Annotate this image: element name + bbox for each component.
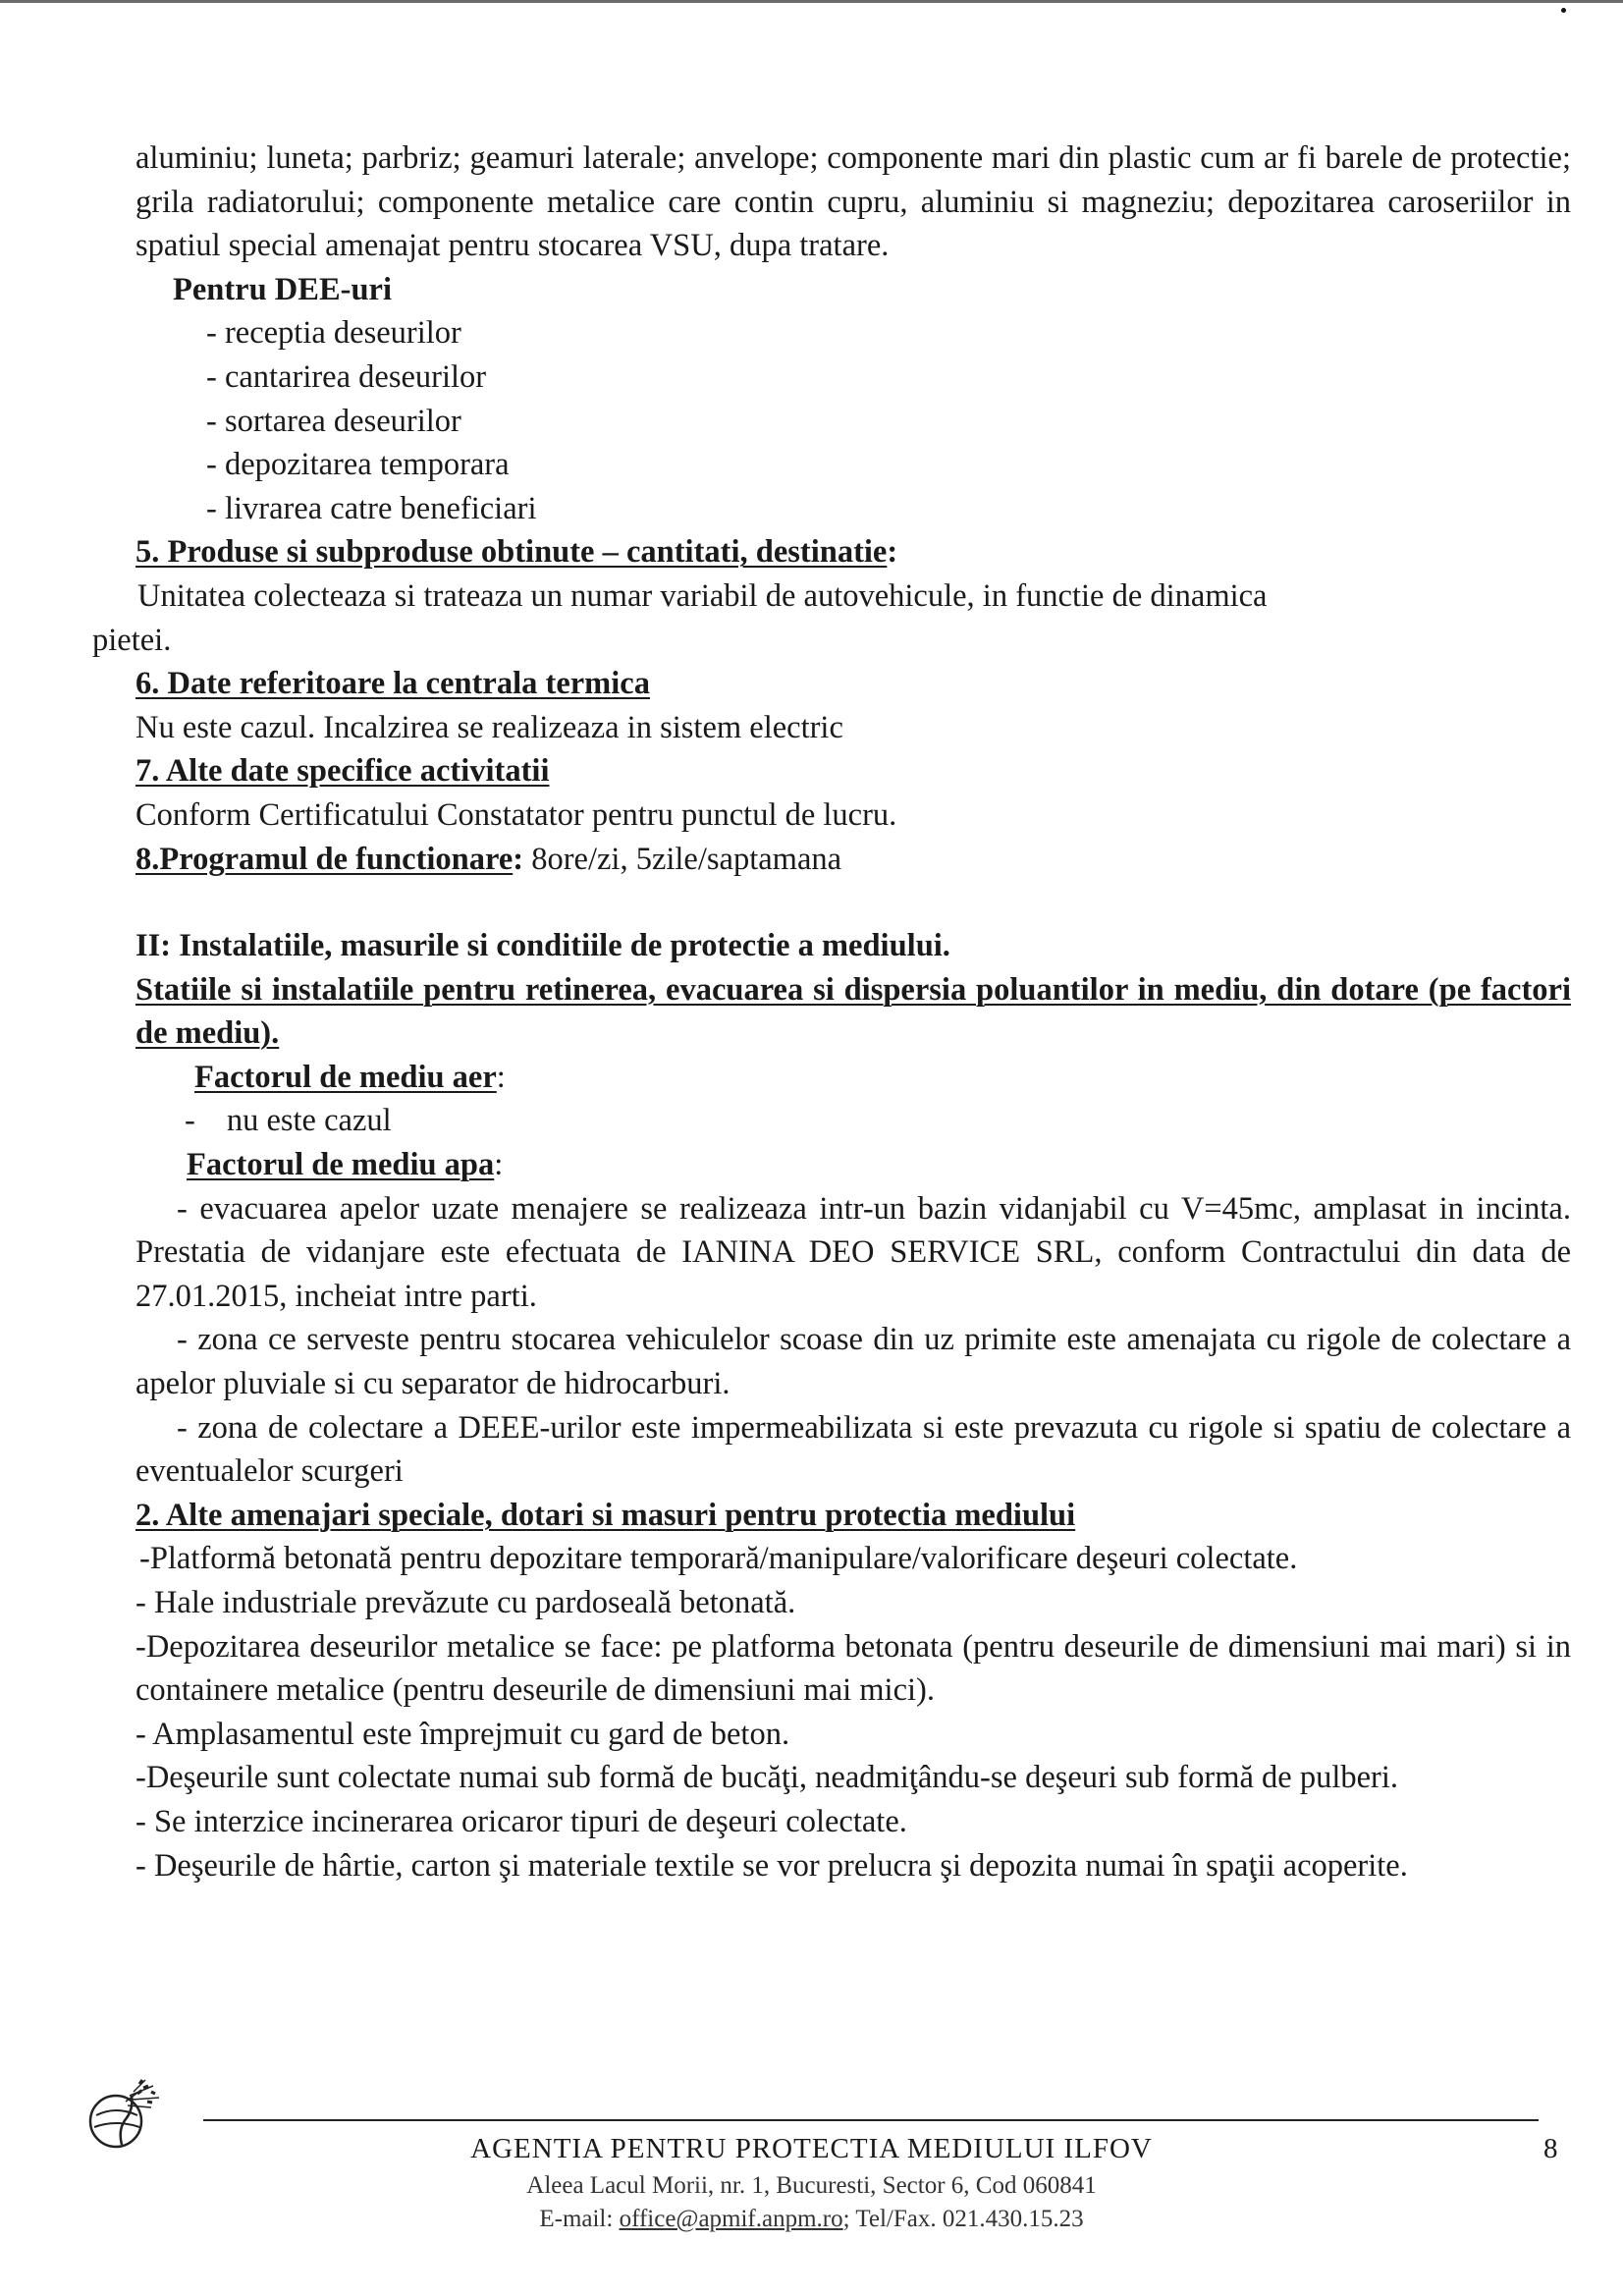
aer-colon: :	[496, 1059, 506, 1095]
section-5-colon: :	[887, 534, 898, 571]
blank-line	[135, 881, 1571, 924]
footer-address: Aleea Lacul Morii, nr. 1, Bucuresti, Sector 6, Cod 060841	[526, 2172, 1097, 2199]
dee-item: - cantarirea deseurilor	[206, 358, 487, 395]
section-5-text-cont: pietei.	[92, 622, 172, 658]
aer-item-dash: -	[185, 1103, 195, 1139]
apa-heading: Factorul de mediu apa	[187, 1147, 495, 1183]
section-7-text: Conform Certificatului Constatator pentru punctul de lucru.	[135, 796, 897, 833]
section-2-item: -Deşeurile sunt colectate numai sub formă de bucăţi, neadmiţându-se deşeuri sub formă de pulberi.	[135, 1760, 1399, 1796]
chapter-ii-heading: II: Instalatiile, masurile si conditiile de protectie a mediului.	[135, 928, 950, 964]
aer-item-text: nu este cazul	[226, 1103, 392, 1139]
dee-item: - receptia deseurilor	[206, 315, 461, 352]
footer-phone: ; Tel/Fax. 021.430.15.23	[842, 2206, 1084, 2232]
aer-item	[135, 1099, 1571, 1143]
section-8-heading: 8.Programul de functionare	[135, 841, 514, 877]
section-2-list	[135, 1537, 1571, 1887]
section-8-line	[135, 838, 1571, 882]
page-footer	[0, 2072, 1623, 2296]
paragraph-continuation: aluminiu; luneta; parbriz; geamuri laterale; anvelope; componente mari din plastic cum ar fi barele de protectie; grila radiatorului; componente metalice care contin cupru, aluminiu si magneziu; depozitarea caroseriilor in spatiul special amenajat pentru stocarea VSU, dupa tratare.	[135, 140, 1571, 264]
apa-heading-line	[135, 1143, 1571, 1187]
footer-email-link[interactable]: office@apmif.anpm.ro	[619, 2206, 843, 2232]
section-5-title: 5. Produse si subproduse obtinute – cantitati, destinatie	[135, 534, 888, 571]
scan-top-edge	[0, 0, 1623, 3]
section-2-item: - Hale industriale prevăzute cu pardoseală betonată.	[135, 1585, 796, 1620]
apa-paragraph-1: - evacuarea apelor uzate menajere se realizeaza intr-un bazin vidanjabil cu V=45mc, amplasat in incinta. Prestatia de vidanjare este efectuata de IANINA DEO SERVICE SRL, conform Contractului din data de 27.01.2015, incheiat intre parti.	[135, 1190, 1571, 1314]
section-2-heading: 2. Alte amenajari speciale, dotari si masuri pentru protectia mediului	[135, 1497, 1076, 1533]
section-2-item: - Amplasamentul este împrejmuit cu gard de beton.	[135, 1716, 790, 1752]
section-2-item: - Deşeurile de hârtie, carton şi materiale textile se vor prelucra şi depozita numai în spaţii acoperite.	[135, 1847, 1408, 1884]
dee-item: - sortarea deseurilor	[206, 403, 461, 439]
aer-heading: Factorul de mediu aer	[194, 1059, 497, 1095]
dee-heading: Pentru DEE-uri	[173, 271, 392, 307]
dee-item: - livrarea catre beneficiari	[206, 490, 537, 526]
section-6-heading: 6. Date referitoare la centrala termica	[135, 666, 650, 702]
footer-rule	[203, 2119, 1539, 2121]
section-8-colon: :	[513, 841, 524, 877]
apa-colon: :	[494, 1147, 504, 1183]
dee-list	[135, 311, 1571, 530]
section-2-item: -Platformă betonată pentru depozitare temporară/manipulare/valorificare deşeuri colectate.	[139, 1541, 1298, 1577]
section-2-item: -Depozitarea deseurilor metalice se face: pe platforma betonata (pentru deseurile de dimensiuni mai mari) si in containere metalice (pentru deseurile de dimensiuni mai mici).	[135, 1628, 1571, 1709]
apa-paragraph-2: - zona ce serveste pentru stocarea vehiculelor scoase din uz primite este amenajata cu rigole de colectare a apelor pluviale si cu separator de hidrocarburi.	[135, 1322, 1571, 1402]
section-8-value: 8ore/zi, 5zile/saptamana	[523, 841, 842, 877]
section-7-heading: 7. Alte date specifice activitatii	[135, 753, 550, 790]
footer-agency-name: AGENTIA PENTRU PROTECTIA MEDIULUI ILFOV	[470, 2133, 1153, 2164]
section-6-text: Nu este cazul. Incalzirea se realizeaza in sistem electric	[135, 709, 843, 745]
document-body	[92, 137, 1571, 1887]
section-5-text: Unitatea colecteaza si trateaza un numar variabil de autovehicule, in functie de dinamica	[137, 577, 1268, 614]
footer-contact	[0, 2204, 1623, 2235]
statii-heading: Statiile si instalatiile pentru retinerea, evacuarea si dispersia poluantilor in mediu, din dotare (pe factori de mediu).	[135, 971, 1571, 1052]
aer-heading-line	[135, 1056, 1571, 1100]
scan-speck	[1561, 8, 1566, 13]
dee-item: - depozitarea temporara	[206, 447, 510, 483]
apa-paragraph-3: - zona de colectare a DEEE-urilor este impermeabilizata si este prevazuta cu rigole si spatiu de colectare a eventualelor scurgeri	[135, 1409, 1571, 1490]
footer-email-label: E-mail:	[539, 2206, 620, 2232]
page-number: 8	[1543, 2133, 1558, 2164]
section-2-item: - Se interzice incinerarea oricaror tipuri de deşeuri colectate.	[135, 1803, 907, 1839]
section-5-heading	[135, 530, 1571, 574]
